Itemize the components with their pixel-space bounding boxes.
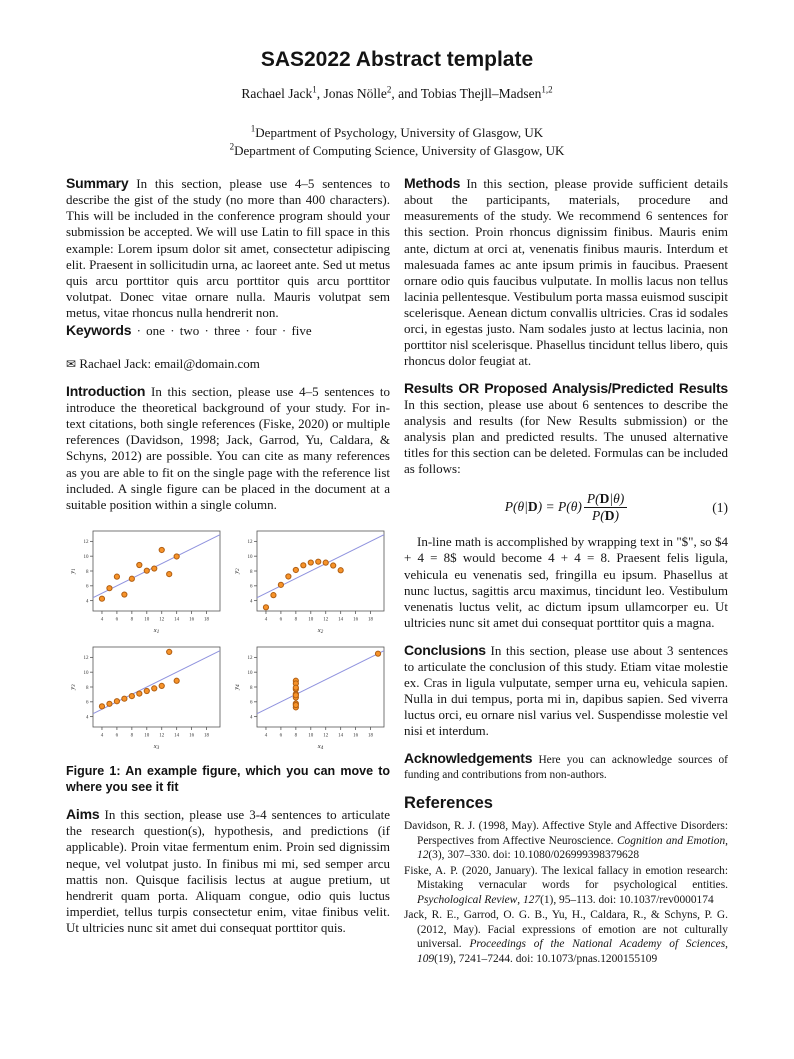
svg-text:18: 18 <box>204 733 210 739</box>
conclusions-body: In this section, please use about 3 sentences to articulate the conclusion of this study. Etiam vitae molestie ex. Cras in ligula vulputate, semper urna eu, vehicula sapien. Nulla in dui tempus, porta mi in, dapibus sapien. Sed viverra luctus orci, eu ornare nisl varius vel. Suspendisse molestie vel nisi et interdum. <box>404 642 728 739</box>
equation-number: (1) <box>712 499 728 515</box>
section-acknowledgements <box>404 750 728 782</box>
svg-text:6: 6 <box>86 700 89 706</box>
figure-1 <box>66 523 390 796</box>
section-introduction <box>66 383 390 513</box>
svg-text:6: 6 <box>115 733 119 739</box>
svg-text:14: 14 <box>174 733 180 739</box>
scatter-plot-2 <box>230 523 390 637</box>
section-summary <box>66 175 390 321</box>
svg-text:x1: x1 <box>153 626 160 635</box>
references-list <box>404 819 728 966</box>
svg-text:14: 14 <box>338 733 344 739</box>
figure-caption: Figure 1: An example figure, which you can move to where you see it fit <box>66 763 390 794</box>
svg-text:8: 8 <box>130 733 134 739</box>
svg-text:10: 10 <box>83 554 89 560</box>
svg-text:10: 10 <box>247 554 253 560</box>
svg-text:8: 8 <box>86 685 89 691</box>
svg-text:10: 10 <box>144 733 150 739</box>
left-column <box>66 175 390 967</box>
svg-text:6: 6 <box>279 733 283 739</box>
envelope-icon: ✉ <box>66 357 77 372</box>
aims-body: In this section, please use 3-4 sentences to articulate the research question(s), hypothesis, and predictions (if applicable). Proin vitae fermentum enim. Proin sed dignissim neque, vel volutpat justo. In finibus mi mi, sed semper arcu mattis non. Quisque facilisis lectus at augue pretium, ut hendrerit quam porta. Aliquam congue, odio quis luctus imperdiet, tellus turpis consectetur enim, vitae finibus velit. Ut ultricies nunc sit amet dui consequat porttitor quis. <box>66 807 391 935</box>
results-body2: In-line math is accomplished by wrapping text in "$", so $4 + 4 = 8$ would become 4 + 4 = 8. Praesent felis ligula, vehicula eu venenatis sed, fringilla eu ipsum. Phasellus at nunc luctus, sagittis arcu maximus, tincidunt leo. Vestibulum venenatis luctus velit, ac dictum ipsum ullamcorper eu. Ut ultricies nunc sit amet dui consequat porttitor quis a magna. <box>404 534 728 630</box>
svg-text:14: 14 <box>338 617 344 623</box>
scatter-plot-3 <box>66 639 226 753</box>
contact-text[interactable]: Rachael Jack: email@domain.com <box>79 356 260 372</box>
svg-text:8: 8 <box>294 617 298 623</box>
svg-text:y4: y4 <box>233 683 241 690</box>
references-heading: References <box>404 794 493 813</box>
svg-text:12: 12 <box>323 617 329 623</box>
svg-text:8: 8 <box>250 569 253 575</box>
keywords-line <box>66 322 390 339</box>
equation-1 <box>404 491 728 524</box>
section-methods <box>404 175 728 369</box>
reference-entry: Davidson, R. J. (1998, May). Affective Style and Affective Disorders: Perspectives from Affective Neuroscience. Cognition and Emotion, 12(3), 307–330. doi: 10.1080/026999398379628 <box>404 820 729 862</box>
svg-text:12: 12 <box>247 655 253 661</box>
svg-text:4: 4 <box>100 733 104 739</box>
affiliation: $^1$Department of Psychology, University of Glasgow, UK <box>250 123 544 140</box>
affiliation: $^2$Department of Computing Science, University of Glasgow, UK <box>229 141 565 158</box>
svg-text:8: 8 <box>294 733 298 739</box>
section-conclusions <box>404 642 728 740</box>
svg-text:12: 12 <box>323 733 329 739</box>
svg-text:18: 18 <box>368 733 374 739</box>
svg-text:16: 16 <box>353 617 359 623</box>
svg-text:4: 4 <box>264 733 268 739</box>
scatter-plot-4 <box>230 639 390 753</box>
svg-text:12: 12 <box>83 539 89 545</box>
svg-text:6: 6 <box>250 584 253 590</box>
acknowledgements-heading: Acknowledgements <box>404 750 533 767</box>
svg-text:10: 10 <box>308 733 314 739</box>
acknowledgements-body: Here you can acknowledge sources of funding and contributions from non-authors. <box>404 754 728 781</box>
svg-text:x3: x3 <box>153 742 160 751</box>
methods-heading: Methods <box>404 175 461 192</box>
svg-text:y2: y2 <box>233 567 241 574</box>
svg-text:4: 4 <box>86 599 89 605</box>
section-aims <box>66 806 390 936</box>
page-title: SAS2022 Abstract template <box>260 48 534 71</box>
svg-text:y1: y1 <box>69 567 77 574</box>
svg-text:10: 10 <box>247 670 253 676</box>
svg-text:10: 10 <box>144 617 150 623</box>
svg-text:8: 8 <box>130 617 134 623</box>
svg-text:14: 14 <box>174 617 180 623</box>
keywords-list: · one · two · three · four · five <box>136 322 312 338</box>
svg-text:x4: x4 <box>317 742 324 751</box>
svg-text:4: 4 <box>264 617 268 623</box>
methods-body: In this section, please provide sufficient details about the participants, materials, procedure and measurements of the study. We recommend 6 sentences for this section. Proin rhoncus dignissim finibus. Mauris enim ante, dictum at orci at, venenatis finibus mauris. Interdum et malesuada fames ac ante ipsum primis in faucibus. Praesent ornare odio quis faucibus vulputate. In mollis lacus non tellus lacinia pellentesque. Vestibulum porta massa euismod suscipit scelerisque. Aenean dictum convallis ultricies. Cras id sodales orci, in egestas justo. Nam sodales justo at lectus lacinia, non porttitor nisl scelerisque. Phasellus tincidunt tellus libero, quis rhoncus dolor feugiat at. <box>404 176 729 368</box>
svg-text:10: 10 <box>83 670 89 676</box>
svg-text:18: 18 <box>368 617 374 623</box>
svg-text:4: 4 <box>86 715 89 721</box>
svg-text:16: 16 <box>353 733 359 739</box>
summary-heading: Summary <box>66 175 129 192</box>
svg-text:18: 18 <box>204 617 210 623</box>
scatter-plot-1 <box>66 523 226 637</box>
conclusions-heading: Conclusions <box>404 641 486 658</box>
svg-text:x2: x2 <box>317 626 324 635</box>
svg-text:4: 4 <box>250 599 253 605</box>
authors-line: Rachael Jack$^1$, Jonas Nölle$^2$, and Tobias Thejll–Madsen$^{1,2}$ <box>241 84 553 101</box>
svg-text:12: 12 <box>83 655 89 661</box>
results-heading: Results OR Proposed Analysis/Predicted Results <box>404 379 728 396</box>
affiliations <box>0 124 794 159</box>
svg-text:10: 10 <box>308 617 314 623</box>
right-column <box>404 175 728 967</box>
svg-text:16: 16 <box>189 617 195 623</box>
reference-entry: Jack, R. E., Garrod, O. G. B., Yu, H., Caldara, R., & Schyns, P. G. (2012, May). Facial expressions of emotion are not culturally universal. Proceedings of the National Academy of Sciences, 109(19), 7241–7244. doi: 10.1073/pnas.1200155109 <box>404 909 729 965</box>
svg-text:12: 12 <box>159 617 165 623</box>
svg-text:8: 8 <box>250 685 253 691</box>
svg-text:y3: y3 <box>69 683 77 690</box>
svg-text:16: 16 <box>189 733 195 739</box>
title-block <box>0 0 794 159</box>
svg-text:6: 6 <box>115 617 119 623</box>
svg-text:8: 8 <box>86 569 89 575</box>
svg-text:12: 12 <box>159 733 165 739</box>
reference-entry: Fiske, A. P. (2020, January). The lexical fallacy in emotion research: Mistaking vernacular words for psychological entities. Psychological Review, 127(1), 95–113. doi: 10.1037/rev0000174 <box>404 864 728 906</box>
svg-text:12: 12 <box>247 539 253 545</box>
keywords-label: Keywords <box>66 321 132 338</box>
svg-text:4: 4 <box>100 617 104 623</box>
scatter-grid <box>66 523 390 753</box>
introduction-heading: Introduction <box>66 383 146 400</box>
summary-body: In this section, please use 4–5 sentences to describe the gist of the study (no more than 400 characters). This will be included in the conference program should your submission be accepted. We will use Latin to fill space in this example: Lorem ipsum dolor sit amet, consectetur adipiscing elit. Praesent in sollicitudin urna, ac laoreet ante. Sed ut metus quis arcu porttitor quis arcu porttitor quis arcu porttitor volutpat. Donec vitae ornare nulla. Mauris volutpat sem metus, vitae rhoncus nulla hendrerit non. <box>66 176 391 320</box>
contact-line <box>66 356 390 372</box>
svg-text:4: 4 <box>250 715 253 721</box>
results-body: In this section, please use about 6 sentences to describe the analysis and results (for New Results submission) or the analysis plan and predicted results. The unused alternative titles for this section can be deleted. Formulas can be included as follows: <box>404 397 728 477</box>
section-results <box>404 380 728 478</box>
equation-body: P(θ|D) = P(θ) $\frac{P(D|\theta)}{P(D)}$ <box>505 499 627 514</box>
svg-text:6: 6 <box>279 617 283 623</box>
introduction-body: In this section, please use 4–5 sentences to introduce the theoretical background of your study. For in-text citations, both single references (Fiske, 2020) or multiple references (Davidson, 1998; Jack, Garrod, Yu, Caldara, & Schyns, 2012) are possible. You can cite as many references as you are able to fit on the single page with the reference list included. A single figure can be placed in the document at a suitable position within a single column. <box>66 384 391 512</box>
aims-heading: Aims <box>66 806 100 823</box>
svg-text:6: 6 <box>86 584 89 590</box>
svg-text:6: 6 <box>250 700 253 706</box>
two-column-body <box>0 159 794 967</box>
